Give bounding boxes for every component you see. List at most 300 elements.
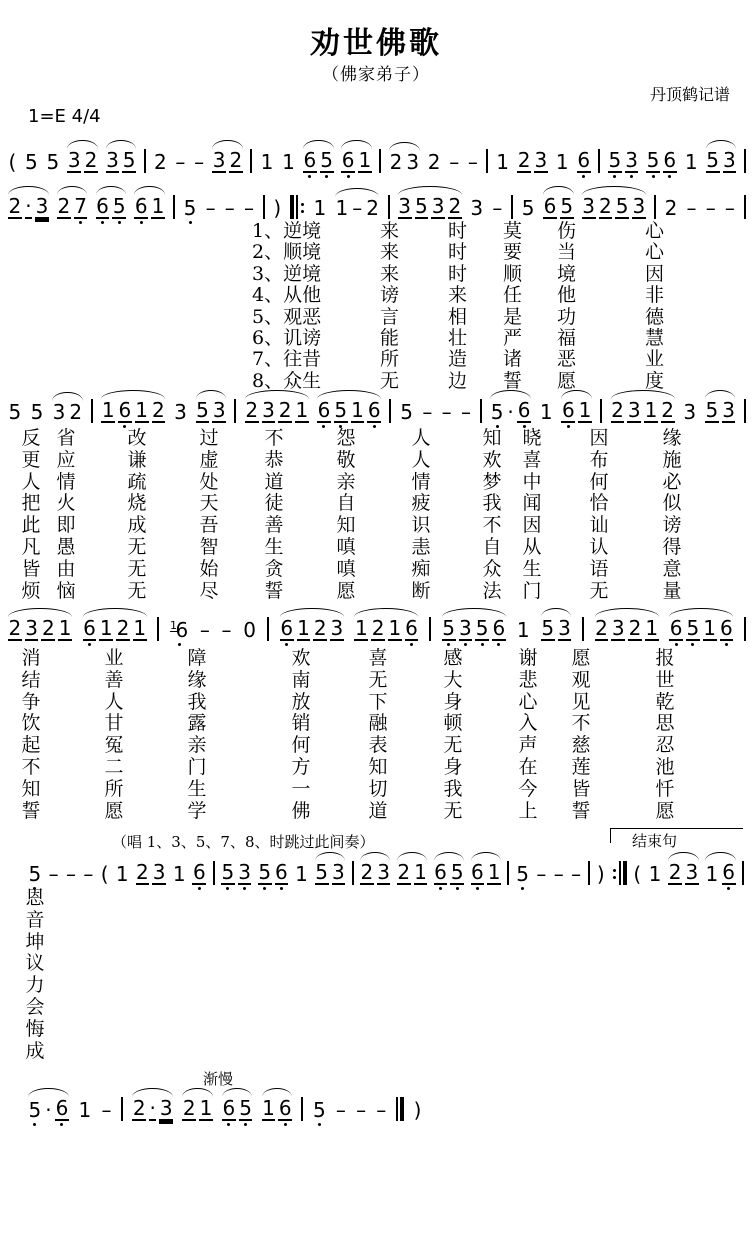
lyric-syllable: 即 [56, 514, 76, 537]
lyric-column [186, 648, 208, 822]
lyric-syllable: 融 [368, 712, 388, 735]
note-token [221, 862, 235, 892]
note-token [360, 862, 374, 892]
verse-row [0, 344, 752, 371]
note-digit: 6 [55, 1096, 69, 1120]
lyric-syllable: 智 [199, 535, 219, 558]
lyric-syllable: 中 [522, 470, 542, 493]
lyric-syllable: 不 [264, 427, 284, 449]
lyric-syllable: 会 [25, 995, 45, 1018]
note-token [487, 862, 501, 892]
notation-cell [250, 149, 252, 180]
notation-cell [400, 402, 414, 430]
verse-syllable: 非 [645, 284, 665, 307]
note-token [400, 402, 414, 430]
note-token [330, 618, 344, 648]
note-token [149, 1098, 156, 1128]
verse-syllable: 当 [557, 241, 577, 264]
dash-note: – [335, 1098, 346, 1122]
notation-cell [303, 140, 333, 180]
lyric-syllable: 饮 [21, 712, 41, 735]
barline [507, 861, 509, 885]
lyric-syllable: 今 [518, 777, 538, 800]
note-token [222, 1098, 236, 1128]
lyric-syllable: 谢 [518, 647, 538, 669]
note-digit: 1 [297, 616, 310, 640]
note-token [577, 150, 591, 180]
notation-cell [260, 152, 274, 180]
lyric-syllable: 恩 [25, 887, 45, 909]
verse-syllable: 无 [380, 369, 400, 392]
note-digit: 1 [645, 616, 659, 640]
lyric-column [103, 648, 125, 822]
lyric-syllable: 不 [482, 514, 502, 537]
notation-cell [598, 149, 600, 180]
lyric-syllable: 善 [104, 668, 124, 691]
note-digit: 3 [67, 148, 81, 172]
note-digit: 6 [278, 1096, 292, 1120]
note-token [175, 152, 186, 180]
note-digit: 3 [534, 148, 548, 172]
notation-cell [496, 152, 510, 180]
lyric-syllable: 不 [21, 755, 41, 778]
note-token [46, 152, 60, 180]
note-token [598, 149, 600, 180]
note-digit: 2 [152, 398, 165, 422]
notation-cell [101, 1100, 112, 1128]
note-digit: 5 [560, 194, 574, 218]
lyric-syllable: 施 [662, 448, 682, 471]
lyric-syllable: 疏 [127, 470, 147, 493]
lyric-syllable: 必 [662, 470, 682, 493]
note-digit: 6 [280, 616, 294, 640]
notation-cell [516, 620, 530, 648]
lyric-syllable: 从 [522, 535, 542, 558]
note-token [467, 152, 478, 180]
note-token [25, 618, 39, 648]
dash-note: – [356, 1098, 367, 1122]
note-token [582, 617, 584, 648]
low-octave-dot [28, 1121, 42, 1128]
lyric-syllable: 乾 [655, 690, 675, 713]
note-digit: 6 [192, 860, 206, 884]
verse-syllable: 顺 [503, 262, 523, 285]
verse-number-and-word: 1、逆境 [252, 220, 322, 242]
lyric-syllable: 敬 [336, 448, 356, 471]
note-token [91, 399, 93, 430]
lyric-syllable: 人 [411, 427, 431, 449]
lyric-syllable: 恰 [589, 492, 609, 515]
note-digit: 5 [705, 398, 719, 422]
lyric-syllable: 下 [368, 690, 388, 713]
lyric-syllable: 无 [127, 557, 147, 580]
note-digit: 6 [517, 398, 531, 422]
lyric-syllable: 南 [291, 668, 311, 691]
song-subtitle: （佛家弟子） [322, 65, 430, 85]
note-token [152, 400, 166, 430]
notation-cell [67, 140, 97, 180]
note-token [611, 618, 625, 648]
verse-number-and-word: 7、往昔 [252, 348, 322, 371]
note-token [234, 399, 236, 430]
lyric-syllable: 量 [662, 579, 682, 602]
notation-cell [360, 852, 390, 892]
note-digit: 3 [152, 860, 166, 884]
dash-note: – [199, 618, 210, 642]
note-digit: 1 [133, 616, 147, 640]
note-token [122, 150, 136, 180]
verse-syllable: 慧 [645, 327, 665, 349]
lyric-syllable: 无 [443, 799, 463, 822]
note-token [267, 617, 269, 648]
notation-cell [46, 152, 60, 180]
note-token [303, 150, 317, 180]
note-digit: 7 [74, 194, 87, 218]
note-token [388, 618, 402, 648]
parenthesis: ( [633, 862, 642, 886]
lyric-column [661, 428, 683, 602]
lyric-syllable: 意 [662, 557, 682, 580]
notation-cell [413, 1100, 422, 1128]
note-digit: 5 [196, 398, 209, 422]
note-digit: 3 [330, 616, 344, 640]
note-digit: 3 [262, 398, 275, 422]
note-token [389, 399, 391, 430]
note-digit: 5 [312, 1098, 326, 1122]
note-token [571, 864, 582, 892]
note-digit: 1 [703, 616, 716, 640]
note-digit: 1 [684, 150, 698, 174]
note-token [434, 862, 448, 892]
lyric-syllable: 坤 [25, 930, 45, 953]
lyric-syllable: 人 [104, 690, 124, 713]
note-token [69, 402, 83, 430]
verse-row [0, 280, 752, 307]
note-digit: 6 [118, 398, 132, 422]
notation-cell [175, 152, 186, 180]
note-token [633, 864, 642, 892]
note-digit: 5 [415, 194, 428, 218]
note-digit: 3 [723, 148, 736, 172]
low-octave-dot [450, 885, 464, 892]
note-token [174, 402, 188, 430]
low-octave-dot [686, 641, 700, 648]
note-token [245, 400, 259, 430]
notation-cell [262, 1088, 292, 1128]
lyric-syllable: 上 [518, 799, 538, 822]
lyric-syllable: 力 [25, 974, 45, 997]
notation-cell [577, 150, 591, 180]
note-digit: 3 [683, 400, 697, 424]
verse-syllable: 誓 [503, 369, 523, 392]
dash-note: – [48, 862, 59, 886]
note-token [212, 400, 226, 430]
note-digit: 3 [406, 150, 420, 174]
notation-cell [341, 140, 371, 180]
note-token [553, 864, 564, 892]
notation-cell [449, 152, 460, 180]
lyric-syllable: 人 [411, 448, 431, 471]
verse-syllable: 时 [448, 220, 468, 242]
lyric-syllable: 我 [443, 777, 463, 800]
note-token [507, 861, 509, 892]
note-token [669, 618, 683, 648]
notation-cell [588, 861, 590, 892]
note-digit: 5 [541, 616, 555, 640]
notation-cell [192, 862, 206, 892]
lyric-syllable: 生 [187, 777, 207, 800]
note-token [260, 152, 274, 180]
notation-cell [78, 1100, 92, 1128]
note-token [83, 618, 97, 648]
key-time-signature: 1=E 4/4 [28, 106, 101, 127]
note-token [280, 618, 294, 648]
notation-cell [536, 864, 547, 892]
notation-cell [136, 862, 166, 892]
lyric-syllable: 断 [411, 579, 431, 602]
note-token [720, 618, 734, 648]
barline [379, 149, 381, 173]
note-token [213, 861, 215, 892]
note-digit: 3 [611, 616, 625, 640]
note-token [317, 400, 331, 430]
notation-cell [221, 620, 232, 648]
note-token [320, 150, 334, 180]
note-token [441, 402, 452, 430]
note-token [684, 152, 698, 180]
notation-line [8, 134, 746, 180]
note-token [517, 400, 531, 430]
lyric-syllable: 喜 [522, 448, 542, 471]
note-digit: 2 [182, 1096, 196, 1120]
note-digit: 2 [136, 860, 149, 884]
verse-syllable: 愿 [557, 369, 577, 392]
verse-row [0, 259, 752, 285]
notation-cell [280, 608, 344, 648]
notation-cell [441, 402, 452, 430]
barline [234, 399, 236, 423]
note-token [262, 400, 276, 430]
low-octave-dot [434, 885, 448, 892]
lyric-syllable: 反 [21, 427, 41, 449]
note-digit: 1 [313, 196, 327, 220]
note-digit: 5 [615, 194, 629, 218]
notation-cell [157, 617, 159, 648]
dash-note: – [101, 1098, 112, 1122]
lyric-column [654, 648, 676, 822]
lyric-column [335, 428, 357, 602]
low-octave-dot [405, 641, 419, 648]
notation-cell [335, 1100, 346, 1128]
note-digit: 5 [30, 400, 44, 424]
notation-cell [705, 390, 735, 430]
lyric-syllable: 法 [482, 579, 502, 602]
low-octave-dot [221, 885, 235, 892]
note-digit: 2 [245, 398, 259, 422]
note-token [661, 400, 675, 430]
notation-cell [742, 861, 744, 892]
lyric-syllable: 入 [518, 712, 538, 735]
verse-syllable: 壮 [448, 327, 468, 349]
notation-cell [744, 149, 746, 180]
note-digit: 5 [686, 616, 700, 640]
note-digit: 2 [116, 616, 130, 640]
note-token [152, 862, 166, 892]
note-token [157, 617, 159, 648]
lyric-column [570, 648, 592, 822]
note-digit: 5 [516, 862, 529, 886]
dash-note: – [352, 196, 363, 220]
lyric-syllable: 切 [368, 777, 388, 800]
lyric-syllable: 火 [56, 492, 76, 515]
verse-number-and-word: 6、讥谤 [252, 327, 322, 349]
note-token [301, 1097, 303, 1128]
note-digit: 5 [334, 398, 348, 422]
lyric-syllable: 消 [21, 647, 41, 669]
note-token [159, 1098, 173, 1128]
lyric-syllable: 闻 [522, 492, 542, 515]
note-token [99, 618, 113, 648]
repeat-end-barline [612, 861, 627, 885]
lyric-syllable: 知 [482, 427, 502, 449]
note-digit: 3 [174, 400, 187, 424]
note-token [170, 620, 189, 648]
notation-cell [683, 402, 697, 430]
low-octave-dot [317, 423, 331, 430]
verse-syllable: 言 [380, 305, 400, 328]
notation-cell [467, 152, 478, 180]
note-digit: 5 [258, 860, 272, 884]
note-token [413, 1100, 422, 1128]
verse-syllable: 来 [380, 262, 400, 285]
note-token [611, 400, 625, 430]
note-digit: 2 [69, 400, 83, 424]
notation-cell [553, 864, 564, 892]
lyric-syllable: 情 [56, 470, 76, 493]
lyric-syllable: 大 [443, 668, 463, 691]
verse-number-and-word: 3、逆境 [252, 262, 322, 285]
lyric-syllable: 誓 [21, 799, 41, 822]
note-digit: 3 [558, 616, 571, 640]
lyric-syllable: 世 [655, 668, 675, 691]
lyric-syllable: 莲 [571, 755, 591, 778]
lyric-syllable: 悲 [518, 668, 538, 691]
note-token [192, 862, 206, 892]
low-octave-dot [561, 423, 575, 430]
note-digit: 5 [239, 1096, 252, 1120]
note-token [406, 152, 420, 180]
note-digit: 2 [132, 1096, 146, 1120]
note-token [196, 400, 210, 430]
notation-cell [648, 864, 662, 892]
lyric-syllable: 更 [21, 448, 41, 471]
dash-note: – [221, 618, 232, 642]
lyric-syllable: 誓 [571, 799, 591, 822]
note-token [722, 862, 736, 892]
dash-note: – [705, 196, 716, 220]
verse-syllable: 因 [645, 262, 665, 285]
notation-cell [352, 861, 354, 892]
note-digit: · [149, 1096, 156, 1120]
note-digit: 3 [685, 860, 699, 884]
note-token [278, 400, 292, 430]
lyric-syllable: 痴 [411, 557, 431, 580]
lyric-syllable: 恭 [264, 448, 284, 471]
low-octave-dot [646, 173, 660, 180]
barline [301, 1097, 303, 1121]
lyric-syllable: 愿 [655, 799, 675, 822]
note-token [275, 862, 289, 892]
note-token [742, 861, 744, 892]
note-digit: 6 [561, 398, 575, 422]
note-digit: 2 [41, 616, 55, 640]
note-token [561, 400, 575, 430]
notation-cell [516, 864, 530, 892]
lyric-syllable: 亲 [336, 470, 356, 493]
note-token [475, 618, 489, 648]
lyric-syllable: 慈 [571, 734, 591, 757]
verse-row [0, 302, 752, 328]
note-digit: 3 [470, 196, 484, 220]
notation-cell [600, 399, 602, 430]
low-octave-dot [192, 885, 206, 892]
note-digit: 5 [608, 148, 622, 172]
verse-number-and-word: 5、观恶 [252, 305, 322, 328]
note-digit: 1 [172, 862, 186, 886]
note-token [703, 618, 717, 648]
note-digit: 6 [134, 194, 148, 218]
low-octave-dot [239, 1121, 253, 1128]
note-digit: 3 [212, 398, 226, 422]
note-digit: 3 [722, 398, 735, 422]
lyric-syllable: 谤 [662, 514, 682, 537]
note-token [492, 618, 506, 648]
lyric-syllable: 因 [589, 427, 609, 449]
notation-cell [517, 150, 547, 180]
note-token [312, 1100, 326, 1128]
note-digit: 5 [28, 1098, 42, 1122]
notation-cell [507, 861, 509, 892]
note-token [332, 862, 346, 892]
note-token [507, 402, 514, 430]
note-token [335, 1100, 346, 1128]
note-digit: 6 [471, 860, 484, 884]
lyric-syllable: 冤 [104, 734, 124, 757]
ending-phrase-label: 结束句 [628, 830, 681, 851]
note-token [78, 1100, 92, 1128]
barline [352, 861, 354, 885]
barline [213, 861, 215, 885]
note-digit: 3 [25, 616, 38, 640]
note-token [389, 152, 403, 180]
note-digit: 5 [400, 400, 413, 424]
note-digit: 1 [705, 862, 719, 886]
note-digit: · [507, 400, 514, 424]
lyric-syllable: 见 [571, 690, 591, 713]
note-digit: 6 [669, 616, 683, 640]
lyric-column [263, 428, 285, 602]
verse-syllable: 来 [380, 220, 400, 242]
lyric-syllable: 报 [655, 647, 675, 669]
notation-cell [486, 149, 488, 180]
note-digit: 1 [101, 398, 115, 422]
low-octave-dot [55, 1121, 69, 1128]
note-digit: 2 [517, 148, 531, 172]
dash-note: – [422, 400, 433, 424]
note-digit: 2 [8, 616, 22, 640]
note-token [645, 618, 659, 648]
dash-note: – [376, 1098, 387, 1122]
